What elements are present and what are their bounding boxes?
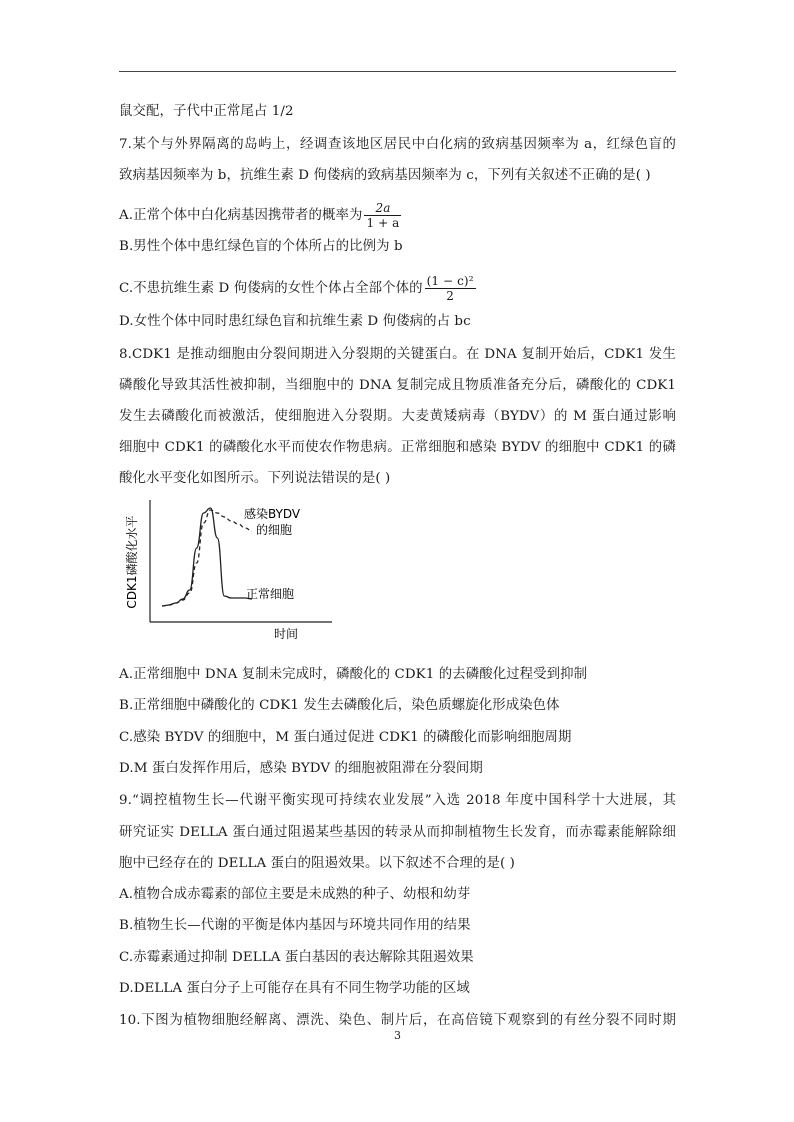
q9-option-c: C.赤霉素通过抑制 DELLA 蛋白基因的表达解除其阻遏效果 [119, 950, 474, 965]
q9-option-b: B.植物生长—代谢的平衡是体内基因与环境共同作用的结果 [119, 918, 471, 933]
series-line-normal-cell [162, 508, 252, 606]
q9-stem-line-1: 9.“调控植物生长—代谢平衡实现可持续农业发展”入选 2018 年度中国科学十大进展，其 [119, 793, 676, 808]
header-rule [119, 71, 676, 72]
q7-option-a-text: A.正常个体中白化病基因携带者的概率为 [119, 208, 363, 223]
q7-option-a [119, 201, 401, 230]
q7-option-c-denominator: 2 [446, 289, 454, 303]
y-axis-label: CDK1磷酸化水平 [125, 515, 139, 609]
q9-stem-line-2: 研究证实 DELLA 蛋白通过阻遏某些基因的转录从而抑制植物生长发育，而赤霉素能解除细 [119, 825, 676, 840]
series-label-infected-line-2: 的细胞 [256, 523, 293, 537]
q9-option-d: D.DELLA 蛋白分子上可能存在具有不同生物学功能的区域 [119, 981, 470, 996]
text-line-q6-end: 鼠交配，子代中正常尾占 1/2 [119, 104, 294, 119]
series-line-infected-bydv [162, 510, 252, 606]
page-number: 3 [394, 1029, 401, 1042]
q7-option-a-numerator: 2a [375, 201, 391, 215]
q8-option-b: B.正常细胞中磷酸化的 CDK1 发生去磷酸化后，染色质螺旋化形成染色体 [119, 698, 560, 713]
q7-option-b: B.男性个体中患红绿色盲的个体所占的比例为 b [119, 239, 403, 254]
x-axis-label: 时间 [273, 627, 299, 641]
q7-option-d: D.女性个体中同时患红绿色盲和抗维生素 D 佝偻病的占 bc [119, 314, 471, 329]
q8-option-a: A.正常细胞中 DNA 复制未完成时，磷酸化的 CDK1 的去磷酸化过程受到抑制 [119, 667, 588, 682]
cdk1-phosphorylation-chart [122, 496, 342, 646]
q9-option-a: A.植物合成赤霉素的部位主要是未成熟的种子、幼根和幼芽 [119, 887, 471, 902]
q7-option-a-denominator: 1 + a [366, 216, 400, 230]
q8-stem-line-5: 酸化水平变化如图所示。下列说法错误的是( ) [119, 471, 391, 486]
q7-option-c-numerator: (1 − c)² [426, 274, 474, 288]
q7-stem-line-2: 致病基因频率为 b，抗维生素 D 佝偻病的致病基因频率为 c，下列有关叙述不正确的是( ) [119, 168, 651, 183]
q7-option-a-fraction [364, 201, 401, 230]
q7-stem-line-1: 7.某个与外界隔离的岛屿上，经调查该地区居民中白化病的致病基因频率为 a，红绿色盲的 [119, 137, 676, 152]
q7-option-c-fraction [425, 274, 476, 303]
series-label-infected-line-1: 感染BYDV [244, 507, 301, 521]
q9-stem-line-3: 胞中已经存在的 DELLA 蛋白的阻遏效果。以下叙述不合理的是( ) [119, 856, 515, 871]
q8-option-c: C.感染 BYDV 的细胞中，M 蛋白通过促进 CDK1 的磷酸化而影响细胞周期 [119, 730, 572, 745]
q8-stem-line-3: 发生去磷酸化而被激活，使细胞进入分裂期。大麦黄矮病毒（BYDV）的 M 蛋白通过影响 [119, 409, 676, 424]
q8-stem-line-4: 细胞中 CDK1 的磷酸化水平而使农作物患病。正常细胞和感染 BYDV 的细胞中 CDK1 的磷 [119, 440, 676, 455]
q7-option-c-text: C.不患抗维生素 D 佝偻病的女性个体占全部个体的 [119, 281, 423, 296]
q8-option-d: D.M 蛋白发挥作用后，感染 BYDV 的细胞被阻滞在分裂间期 [119, 761, 483, 776]
q8-stem-line-2: 磷酸化导致其活性被抑制，当细胞中的 DNA 复制完成且物质准备充分后，磷酸化的 CDK1 [119, 378, 676, 393]
q10-stem-line-1: 10.下图为植物细胞经解离、漂洗、染色、制片后，在高倍镜下观察到的有丝分裂不同时期 [119, 1013, 676, 1028]
series-label-normal: 正常细胞 [246, 587, 295, 601]
q7-option-c [119, 274, 476, 303]
q8-stem-line-1: 8.CDK1 是推动细胞由分裂间期进入分裂期的关键蛋白。在 DNA 复制开始后，CDK1 发生 [119, 347, 676, 362]
